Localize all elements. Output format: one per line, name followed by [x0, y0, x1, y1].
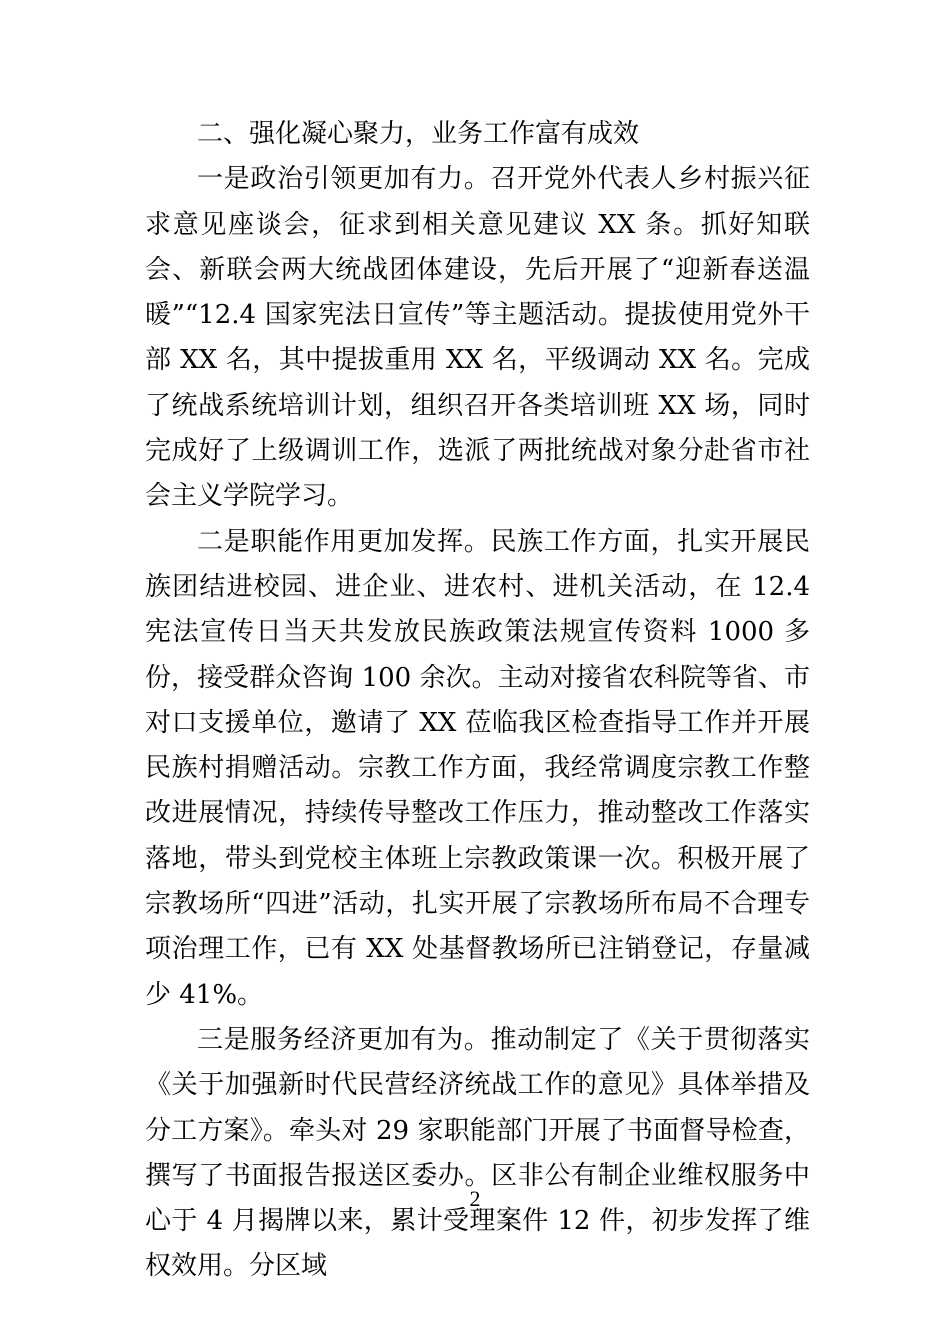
page-number: 2 — [469, 1186, 481, 1211]
section-heading: 二、强化凝心聚力，业务工作富有成效 — [197, 119, 640, 149]
paragraph-political-leadership: 一是政治引领更加有力。召开党外代表人乡村振兴征求意见座谈会，征求到相关意见建议 XX 条。抓好知联会、新联会两大统战团体建设，先后开展了“迎新春送温暖”“12.4 国家宪法日宣传”等主题活动。提拔使用党外干部 XX 名，其中提拔重用 XX 名，平级调动 XX 名。完成了统战系统培训计划，组织召开各类培训班 XX 场，同时完成好了上级调训工作，选派了两批统战对象分赴省市社会主义学院学习。 — [145, 164, 810, 512]
paragraph-economic-service: 三是服务经济更加有为。推动制定了《关于贯彻落实《关于加强新时代民营经济统战工作的意见》具体举措及分工方案》。牵头对 29 家职能部门开展了书面督导检查，撰写了书面报告报送区委办。区非公有制企业维权服务中心于 4 月揭牌以来，累计受理案件 12 件，初步发挥了维权效用。分区域 — [145, 1024, 810, 1282]
paragraph-functional-role: 二是职能作用更加发挥。民族工作方面，扎实开展民族团结进校园、进企业、进农村、进机关活动，在 12.4 宪法宣传日当天共发放民族政策法规宣传资料 1000 多份，接受群众咨询 100 余次。主动对接省农科院等省、市对口支援单位，邀请了 XX 莅临我区检查指导工作并开展民族村捐赠活动。宗教工作方面，我经常调度宗教工作整改进展情况，持续传导整改工作压力，推动整改工作落实落地，带头到党校主体班上宗教政策课一次。积极开展了宗教场所“四进”活动，扎实开展了宗教场所布局不合理专项治理工作，已有 XX 处基督教场所已注销登记，存量减少 41%。 — [145, 526, 810, 1010]
document-body — [145, 112, 810, 1290]
